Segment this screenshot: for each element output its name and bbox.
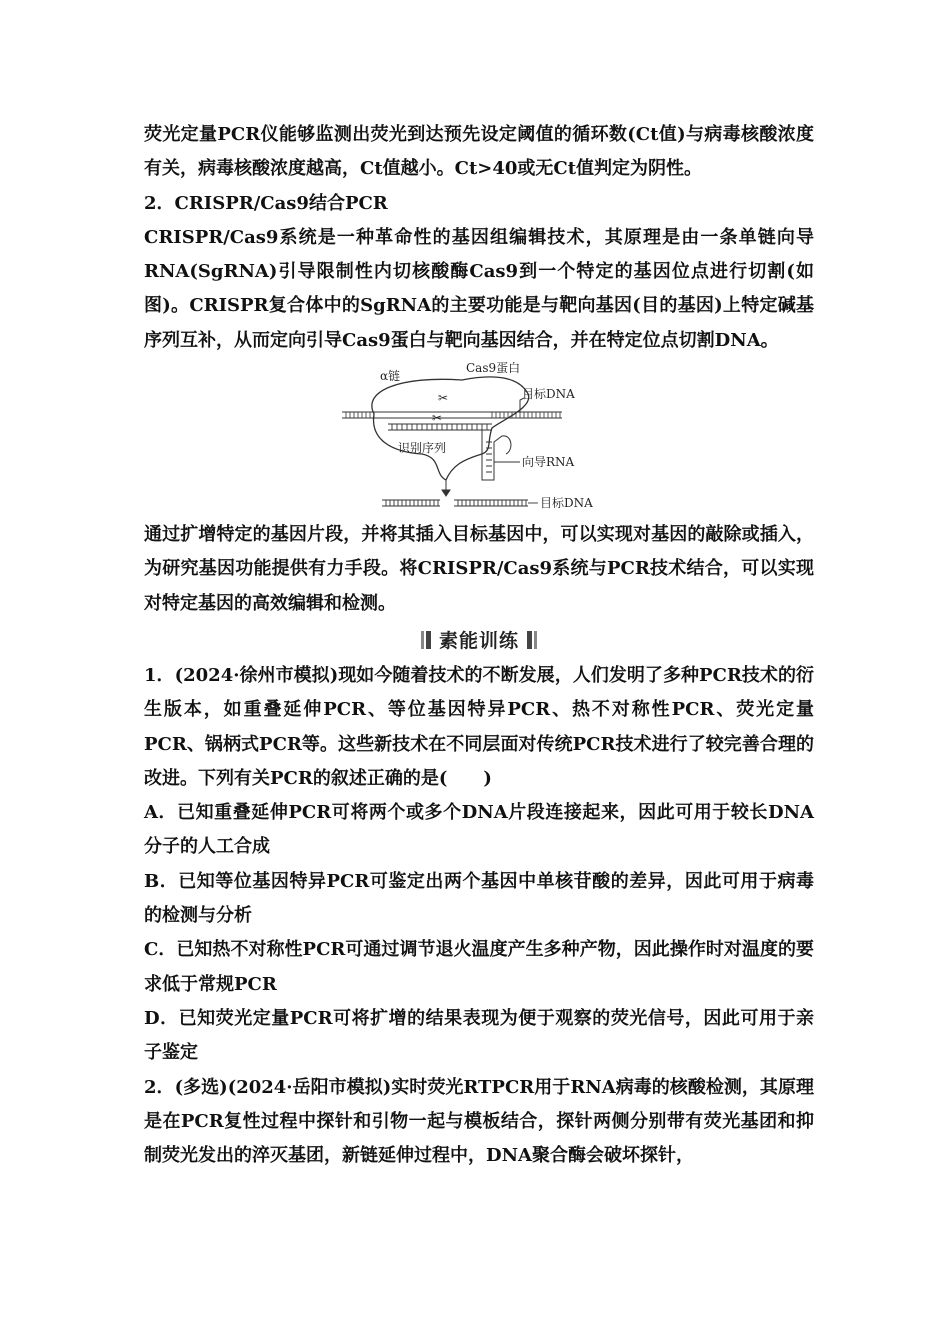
- question-1-stem: 1．(2024·徐州市模拟)现如今随着技术的不断发展，人们发明了多种PCR技术的衍生版本，如重叠延伸PCR、等位基因特异PCR、热不对称性PCR、荧光定量PCR、锅柄式PCR等。这些新技术在不同层面对传统PCR技术进行了较完善合理的改进。下列有关PCR的叙述正确的是( ): [144, 664, 814, 789]
- section-title-training: [144, 621, 814, 659]
- section-title-label: 素能训练: [438, 630, 519, 653]
- down-arrow-icon: [442, 480, 450, 496]
- crispr-diagram: [342, 362, 612, 514]
- paragraph-crispr-principle: CRISPR/Cas9系统是一种革命性的基因组编辑技术，其原理是由一条单链向导RNA(SgRNA)引导限制性内切核酸酶Cas9到一个特定的基因位点进行切割(如图)。CRISPR复合体中的SgRNA的主要功能是与靶向基因(目的基因)上特定碱基序列互补，从而定向引导Cas9蛋白与靶向基因结合，并在特定位点切割DNA。: [144, 226, 814, 351]
- scissors-icon-top: ✂: [438, 391, 449, 406]
- heading-crispr-pcr: 2．CRISPR/Cas9结合PCR: [144, 192, 388, 214]
- section-bars-left-icon: [421, 631, 431, 649]
- alpha-chain-label: α链: [380, 369, 401, 384]
- cas9-protein-label: Cas9蛋白: [466, 362, 521, 376]
- target-dna-top-label: 目标DNA: [522, 387, 575, 402]
- dna-ladder-ticks: [346, 412, 560, 418]
- question-1-option-b: B．已知等位基因特异PCR可鉴定出两个基因中单核苷酸的差异，因此可用于病毒的检测与分析: [144, 870, 814, 927]
- paragraph-ct-value: 荧光定量PCR仪能够监测出荧光到达预先设定阈值的循环数(Ct值)与病毒核酸浓度有关，病毒核酸浓度越高，Ct值越小。Ct>40或无Ct值判定为阴性。: [144, 124, 814, 180]
- target-dna-top-strand: [342, 412, 562, 418]
- target-dna-bottom-label: 目标DNA: [540, 496, 593, 511]
- section-bars-right-icon: [527, 631, 537, 649]
- document-page: [144, 118, 814, 1173]
- cas9-protein-outline: [372, 377, 529, 480]
- guide-rna: [482, 430, 511, 480]
- paragraph-crispr-application: 通过扩增特定的基因片段，并将其插入目标基因中，可以实现对基因的敲除或插入，为研究基因功能提供有力手段。将CRISPR/Cas9系统与PCR技术结合，可以实现对特定基因的高效编辑和检测。: [144, 524, 814, 614]
- guide-rna-label: 向导RNA: [522, 455, 575, 470]
- question-1-option-a: A．已知重叠延伸PCR可将两个或多个DNA片段连接起来，因此可用于较长DNA分子的人工合成: [144, 802, 814, 858]
- question-1-option-c: C．已知热不对称性PCR可通过调节退火温度产生多种产物，因此操作时对温度的要求低于常规PCR: [144, 939, 814, 995]
- recognition-sequence-label: 识别序列: [398, 441, 447, 456]
- question-2-stem: 2．(多选)(2024·岳阳市模拟)实时荧光RTPCR用于RNA病毒的核酸检测，其原理是在PCR复性过程中探针和引物一起与模板结合，探针两侧分别带有荧光基团和抑制荧光发出的淬灭基团，新链延伸过程中，DNA聚合酶会破坏探针，: [144, 1076, 814, 1167]
- scissors-icon-bottom: ✂: [432, 411, 443, 426]
- crispr-cas9-figure: [144, 358, 814, 518]
- question-1-option-d: D．已知荧光定量PCR可将扩增的结果表现为便于观察的荧光信号，因此可用于亲子鉴定: [144, 1007, 814, 1064]
- cut-dna-fragments: [382, 500, 538, 506]
